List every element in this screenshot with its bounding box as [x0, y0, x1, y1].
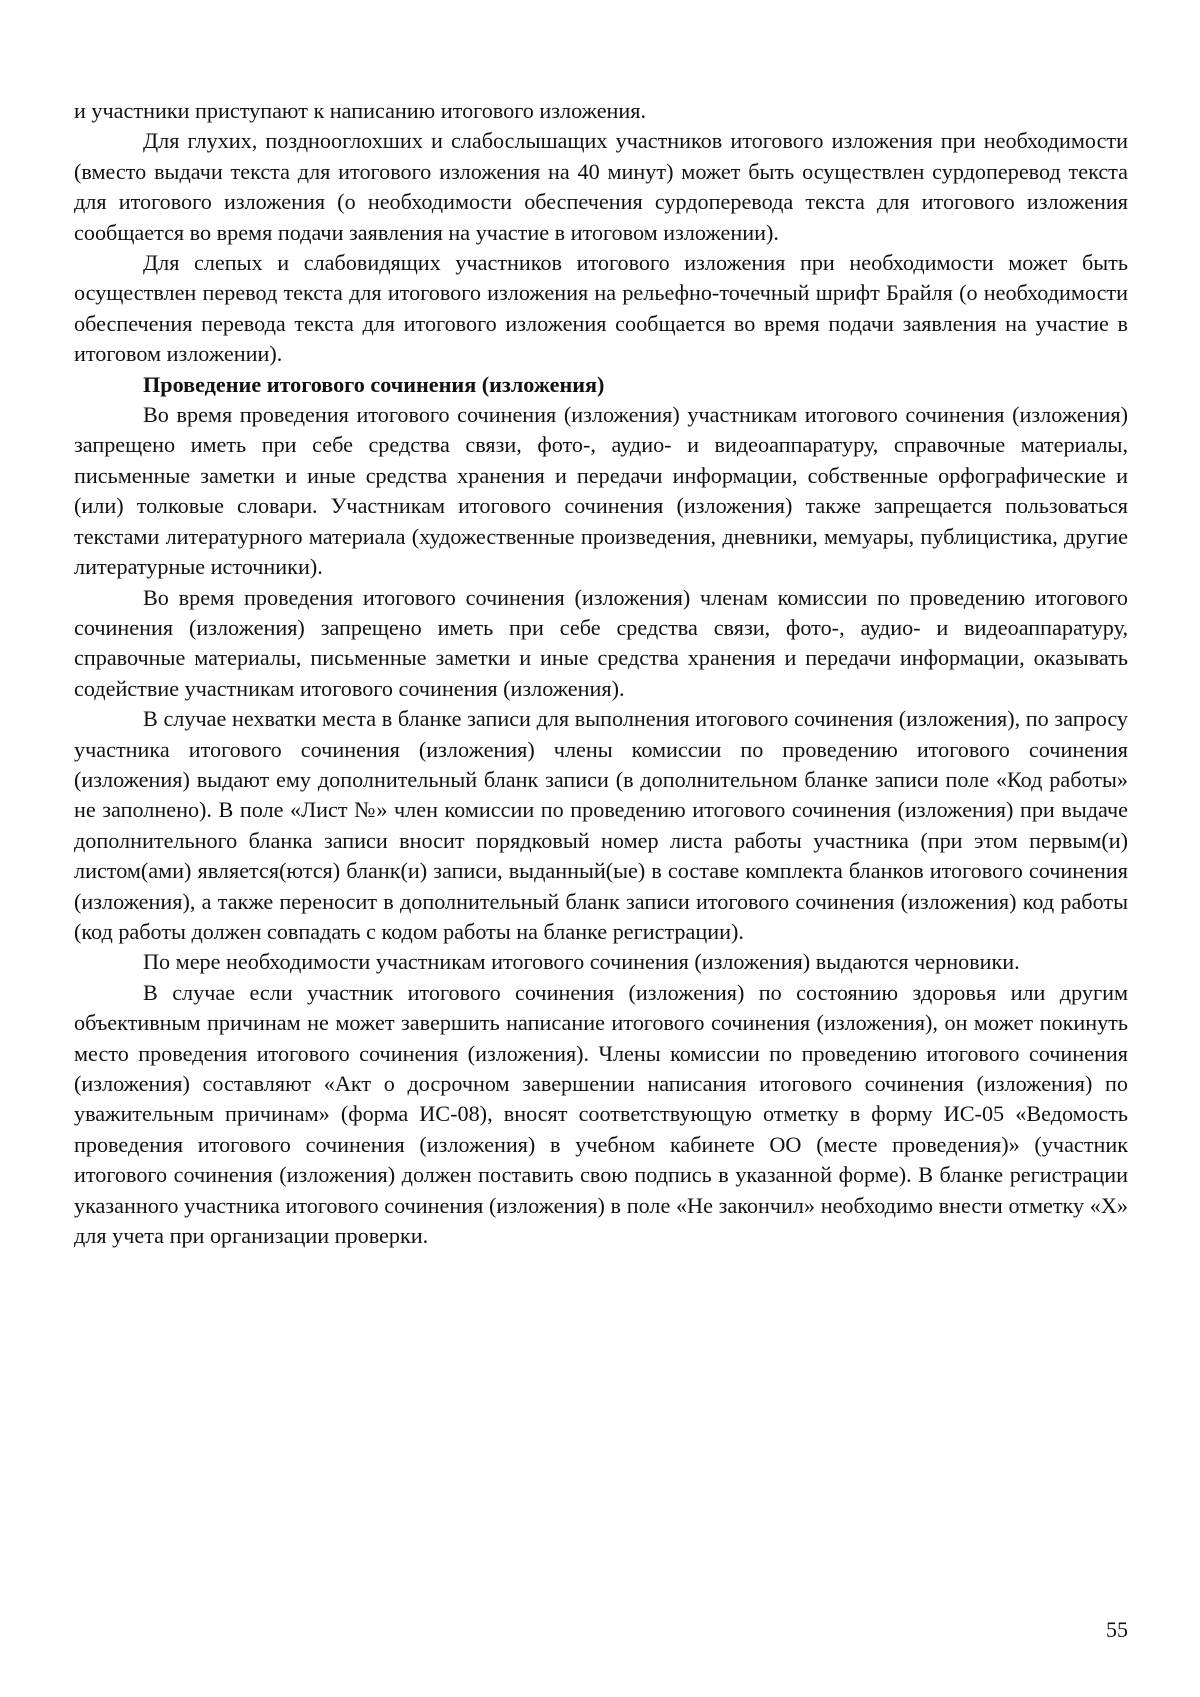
- paragraph-drafts: По мере необходимости участникам итогового сочинения (изложения) выдаются черновики.: [143, 949, 1020, 975]
- paragraph-commission-restrictions: Во время проведения итогового сочинения (изложения) членам комиссии по проведению итогового сочинения (изложения) запрещено иметь при себе средства связи, фото-, аудио- и видеоаппаратуру, справочные материалы, письменные заметки и иные средства хранения и передачи информации, оказывать содействие участникам итогового сочинения (изложения).: [74, 584, 1128, 701]
- paragraph-blind-participants: Для слепых и слабовидящих участников итогового изложения при необходимости может быть осуществлен перевод текста для итогового изложения на рельефно-точечный шрифт Брайля (о необходимости обеспечения перевода текста для итогового изложения сообщается во время подачи заявления на участие в итоговом изложении).: [74, 250, 1128, 367]
- section-heading: Проведение итогового сочинения (изложения): [143, 371, 605, 397]
- page-number: 55: [1106, 1617, 1128, 1642]
- paragraph-early-completion: В случае если участник итогового сочинения (изложения) по состоянию здоровья или другим объективным причинам не может завершить написание итогового сочинения (изложения), он может покинуть место проведения итогового сочинения (изложения). Члены комиссии по проведению итогового сочинения (изложения) составляют «Акт о досрочном завершении написания итогового сочинения (изложения) по уважительным причинам» (форма ИС-08), вносят соответствующую отметку в форму ИС-05 «Ведомость проведения итогового сочинения (изложения) в учебном кабинете ОО (месте проведения)» (участник итогового сочинения (изложения) должен поставить свою подпись в указанной форме). В бланке регистрации указанного участника итогового сочинения (изложения) в поле «Не закончил» необходимо внести отметку «X» для учета при организации проверки.: [74, 979, 1128, 1249]
- document-page: [74, 96, 1128, 1251]
- paragraph-additional-form: В случае нехватки места в бланке записи для выполнения итогового сочинения (изложения), по запросу участника итогового сочинения (изложения) члены комиссии по проведению итогового сочинения (изложения) выдают ему дополнительный бланк записи (в дополнительном бланке записи поле «Код работы» не заполнено). В поле «Лист №» член комиссии по проведению итогового сочинения (изложения) при выдаче дополнительного бланка записи вносит порядковый номер листа работы участника (при этом первым(и) листом(ами) является(ются) бланк(и) записи, выданный(ые) в составе комплекта бланков итогового сочинения (изложения), а также переносит в дополнительный бланк записи итогового сочинения (изложения) код работы (код работы должен совпадать с кодом работы на бланке регистрации).: [74, 706, 1128, 944]
- paragraph-participant-restrictions: Во время проведения итогового сочинения (изложения) участникам итогового сочинения (изложения) запрещено иметь при себе средства связи, фото-, аудио- и видеоаппаратуру, справочные материалы, письменные заметки и иные средства хранения и передачи информации, собственные орфографические и (или) толковые словари. Участникам итогового сочинения (изложения) также запрещается пользоваться текстами литературного материала (художественные произведения, дневники, мемуары, публицистика, другие литературные источники).: [74, 402, 1128, 580]
- paragraph-deaf-participants: Для глухих, позднооглохших и слабослышащих участников итогового изложения при необходимости (вместо выдачи текста для итогового изложения на 40 минут) может быть осуществлен сурдоперевод текста для итогового изложения (о необходимости обеспечения сурдоперевода текста для итогового изложения сообщается во время подачи заявления на участие в итоговом изложении).: [74, 128, 1128, 245]
- paragraph-continuation: и участники приступают к написанию итогового изложения.: [74, 98, 647, 123]
